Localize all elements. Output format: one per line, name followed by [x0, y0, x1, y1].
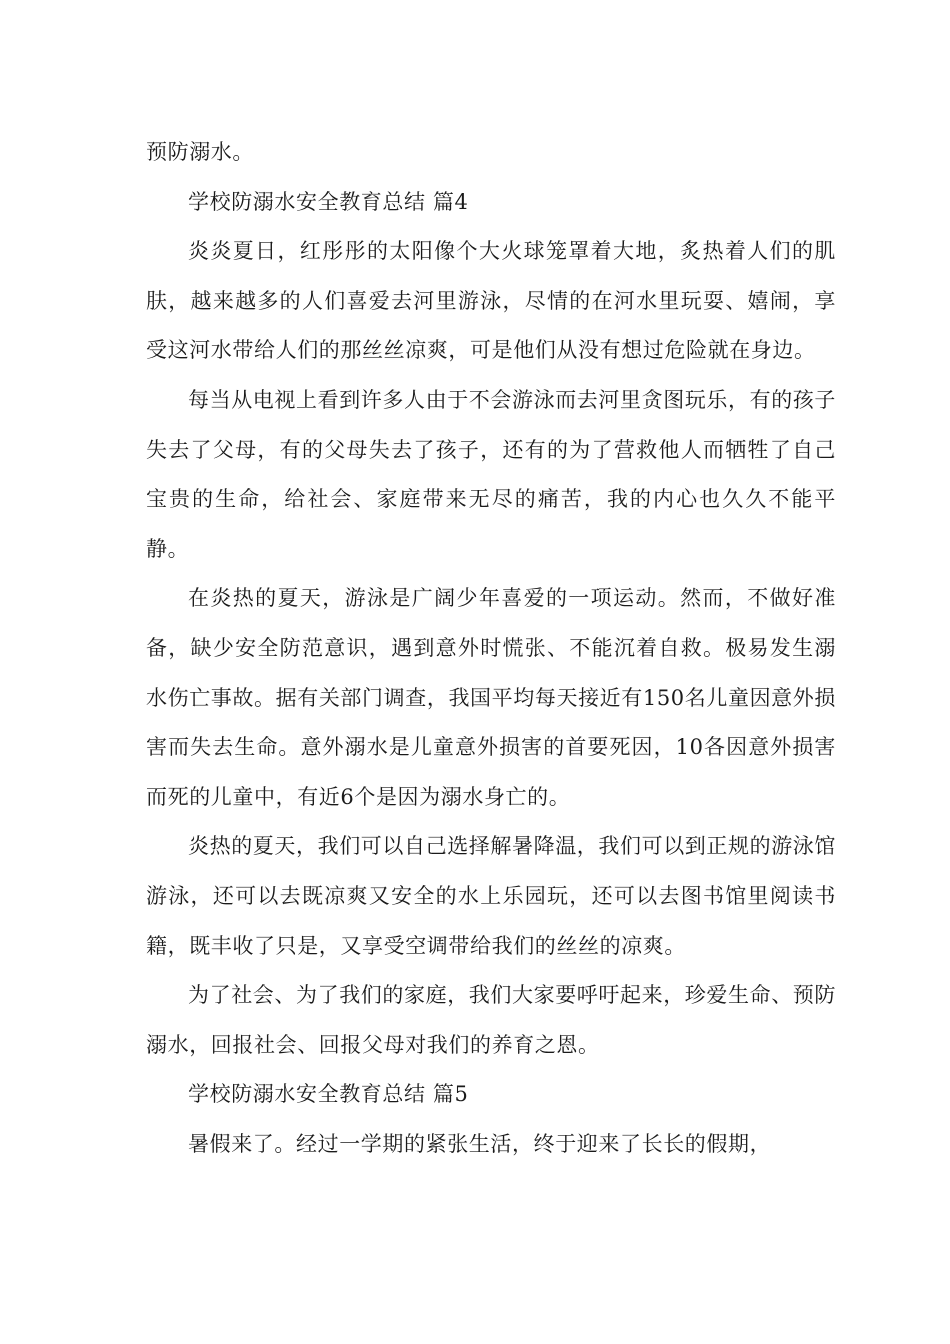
paragraph: 炎炎夏日，红彤彤的太阳像个大火球笼罩着大地，炙热着人们的肌肤，越来越多的人们喜爱去河里游泳，尽情的在河水里玩耍、嬉闹，享受这河水带给人们的那丝丝凉爽，可是他们从没有想过危险就在身边。	[146, 239, 836, 363]
section-heading-5: 学校防溺水安全教育总结 篇5	[188, 1082, 469, 1107]
paragraph: 暑假来了。经过一学期的紧张生活，终于迎来了长长的假期，	[188, 1131, 772, 1156]
section-heading-4: 学校防溺水安全教育总结 篇4	[188, 189, 469, 214]
paragraph: 炎热的夏天，我们可以自己选择解暑降温，我们可以到正规的游泳馆游泳，还可以去既凉爽又安全的水上乐园玩，还可以去图书馆里阅读书籍，既丰收了只是，又享受空调带给我们的丝丝的凉爽。	[146, 834, 836, 958]
document-body	[146, 128, 836, 1169]
paragraph: 在炎热的夏天，游泳是广阔少年喜爱的一项运动。然而，不做好准备，缺少安全防范意识，遇到意外时慌张、不能沉着自救。极易发生溺水伤亡事故。据有关部门调查，我国平均每天接近有150名儿童因意外损害而失去生命。意外溺水是儿童意外损害的首要死因，10各因意外损害而死的儿童中，有近6个是因为溺水身亡的。	[146, 586, 836, 809]
paragraph-continuation: 预防溺水。	[146, 140, 254, 164]
paragraph: 为了社会、为了我们的家庭，我们大家要呼吁起来，珍爱生命、预防溺水，回报社会、回报父母对我们的养育之恩。	[146, 983, 836, 1057]
paragraph: 每当从电视上看到许多人由于不会游泳而去河里贪图玩乐，有的孩子失去了父母，有的父母失去了孩子，还有的为了营救他人而牺牲了自己宝贵的生命，给社会、家庭带来无尽的痛苦，我的内心也久久不能平静。	[146, 387, 836, 561]
